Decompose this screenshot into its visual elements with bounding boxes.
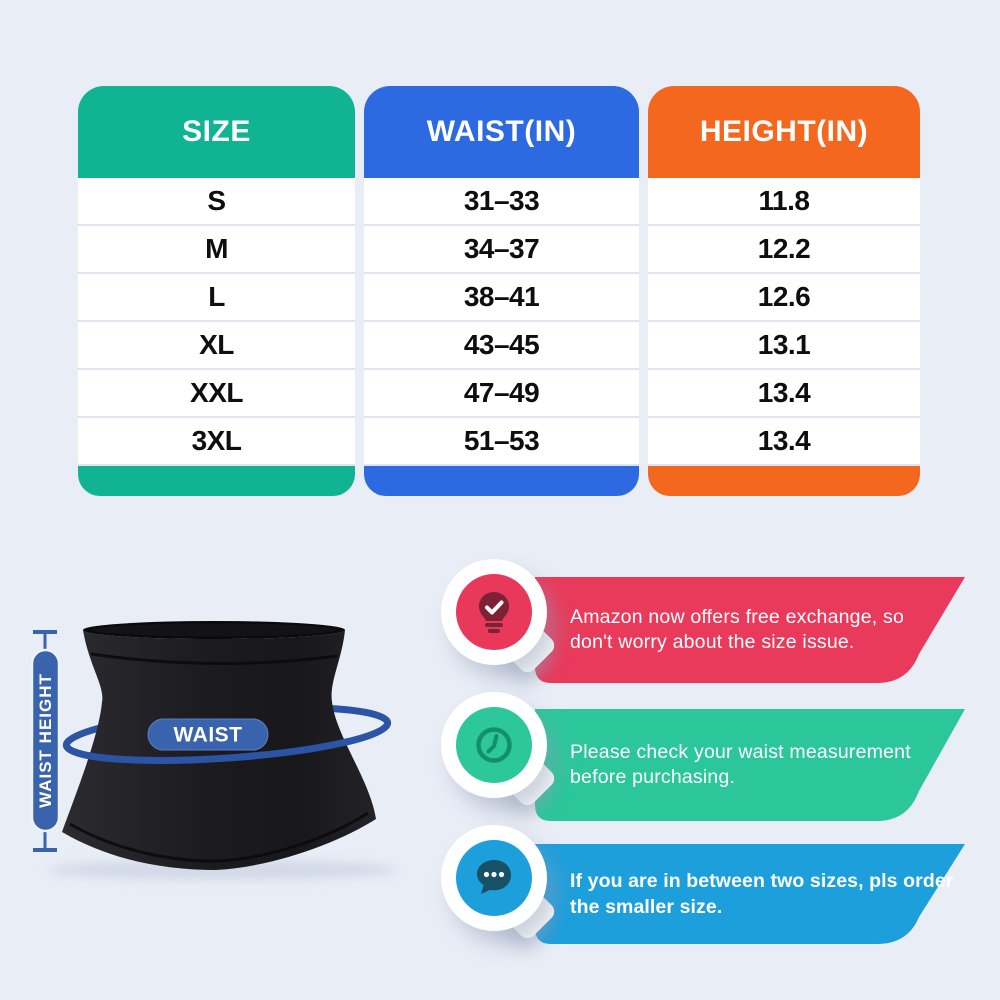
column-header-size: SIZE	[78, 86, 355, 178]
column-footer-height	[648, 466, 920, 496]
callout-badge-lightbulb	[441, 559, 547, 665]
table-cell: 13.1	[648, 322, 920, 370]
clock-icon	[456, 707, 532, 783]
height-tag-label: WAIST HEIGHT	[36, 673, 55, 808]
callout-text-green	[570, 709, 950, 821]
callout-line: don't worry about the size issue.	[570, 631, 855, 653]
lightbulb-check-icon	[456, 574, 532, 650]
waist-trainer-illustration	[12, 592, 452, 892]
callout-line: before purchasing.	[570, 766, 736, 788]
table-cell: 38–41	[364, 274, 639, 322]
waist-column	[364, 86, 639, 496]
table-cell: 34–37	[364, 226, 639, 274]
table-cell: 13.4	[648, 370, 920, 418]
table-cell: 31–33	[364, 178, 639, 226]
table-cell: 11.8	[648, 178, 920, 226]
callout-line: If you are in between two sizes, pls order	[570, 870, 954, 892]
waist-tag-label: WAIST	[173, 723, 243, 747]
size-column	[78, 86, 355, 496]
table-cell: 12.6	[648, 274, 920, 322]
table-cell: 51–53	[364, 418, 639, 466]
table-cell: L	[78, 274, 355, 322]
column-header-height: HEIGHT(IN)	[648, 86, 920, 178]
callout-text-red	[570, 577, 950, 683]
table-cell: 13.4	[648, 418, 920, 466]
table-cell: 3XL	[78, 418, 355, 466]
table-cell: XXL	[78, 370, 355, 418]
callout-badge-clock	[441, 692, 547, 798]
trainer-opening-inner	[92, 624, 336, 637]
table-cell: S	[78, 178, 355, 226]
callout-text-blue	[570, 844, 960, 944]
callout-line: the smaller size.	[570, 896, 723, 918]
column-header-waist: WAIST(IN)	[364, 86, 639, 178]
height-measure	[32, 632, 59, 850]
table-cell: 43–45	[364, 322, 639, 370]
callout-line: Please check your waist measurement	[570, 741, 911, 763]
column-footer-waist	[364, 466, 639, 496]
column-footer-size	[78, 466, 355, 496]
callout-line: Amazon now offers free exchange, so	[570, 606, 904, 628]
callout-badge-chat	[441, 825, 547, 931]
table-cell: XL	[78, 322, 355, 370]
size-table	[78, 86, 920, 496]
chat-dots-icon	[456, 840, 532, 916]
table-cell: M	[78, 226, 355, 274]
table-cell: 12.2	[648, 226, 920, 274]
height-column	[648, 86, 920, 496]
table-cell: 47–49	[364, 370, 639, 418]
